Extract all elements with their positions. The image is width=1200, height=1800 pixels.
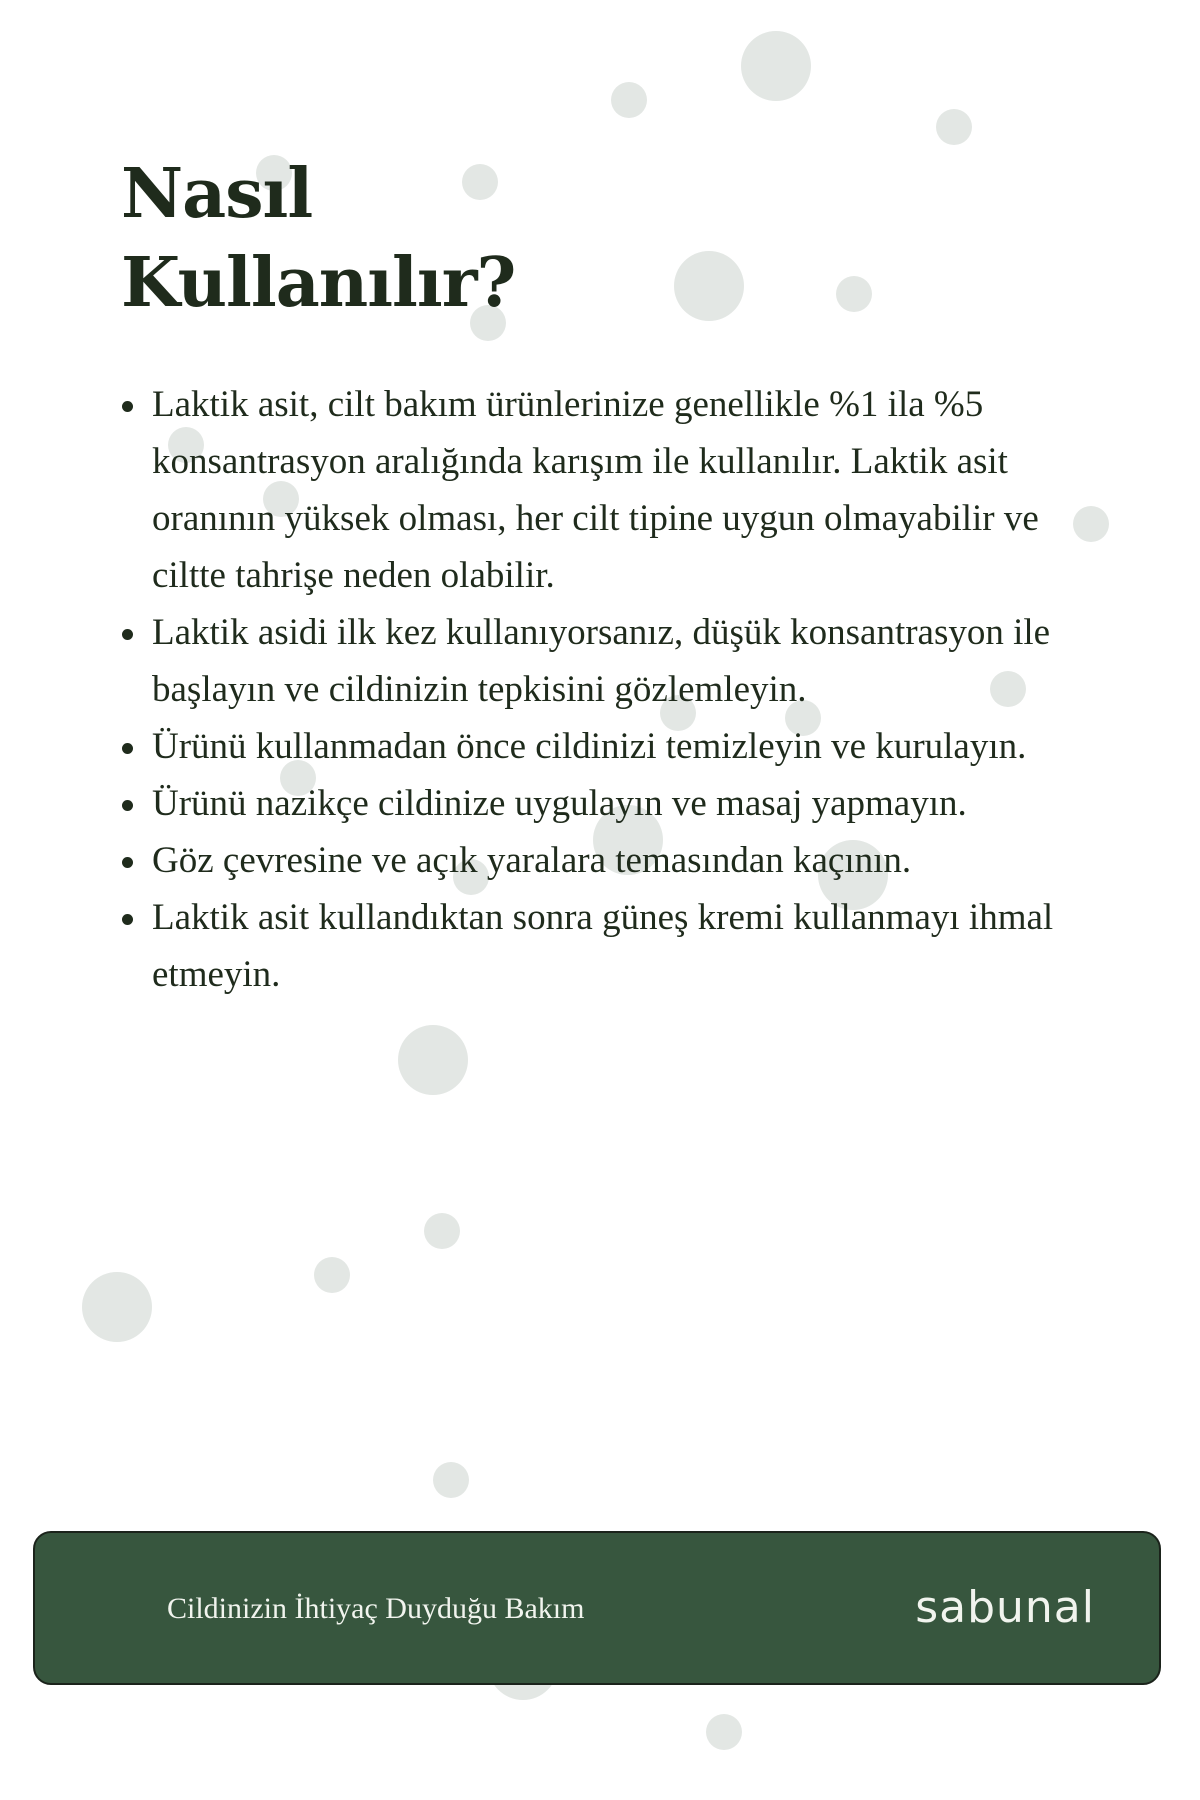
decor-dot [611,82,647,118]
footer-tagline: Cildinizin İhtiyaç Duyduğu Bakım [167,1592,585,1625]
decor-dot [706,1714,742,1750]
brand-logo-text: sabunal [915,1582,1095,1633]
decor-dot [433,1462,469,1498]
decor-dot [82,1272,152,1342]
usage-steps-list [152,376,1092,1003]
usage-step: Ürünü kullanmadan önce cildinizi temizleyin ve kurulayın. [152,718,1092,775]
page-title [121,150,515,328]
decor-dot [314,1257,350,1293]
footer-bar [33,1531,1161,1685]
usage-step: Ürünü nazikçe cildinize uygulayın ve masaj yapmayın. [152,775,1092,832]
usage-step: Göz çevresine ve açık yaralara temasından kaçının. [152,832,1092,889]
title-line-1: Nasıl [121,154,313,234]
decor-dot [836,276,872,312]
decor-dot [398,1025,468,1095]
usage-step: Laktik asidi ilk kez kullanıyorsanız, düşük konsantrasyon ile başlayın ve cildinizin tepkisini gözlemleyin. [152,604,1092,718]
decor-dot [741,31,811,101]
decor-dot [674,251,744,321]
decor-dot [936,109,972,145]
usage-step: Laktik asit, cilt bakım ürünlerinize genellikle %1 ila %5 konsantrasyon aralığında karışım ile kullanılır. Laktik asit oranının yüksek olması, her cilt tipine uygun olmayabilir ve ciltte tahrişe neden olabilir. [152,376,1092,604]
decor-dot [424,1213,460,1249]
usage-step: Laktik asit kullandıktan sonra güneş kremi kullanmayı ihmal etmeyin. [152,889,1092,1003]
title-line-2: Kullanılır? [121,243,516,323]
